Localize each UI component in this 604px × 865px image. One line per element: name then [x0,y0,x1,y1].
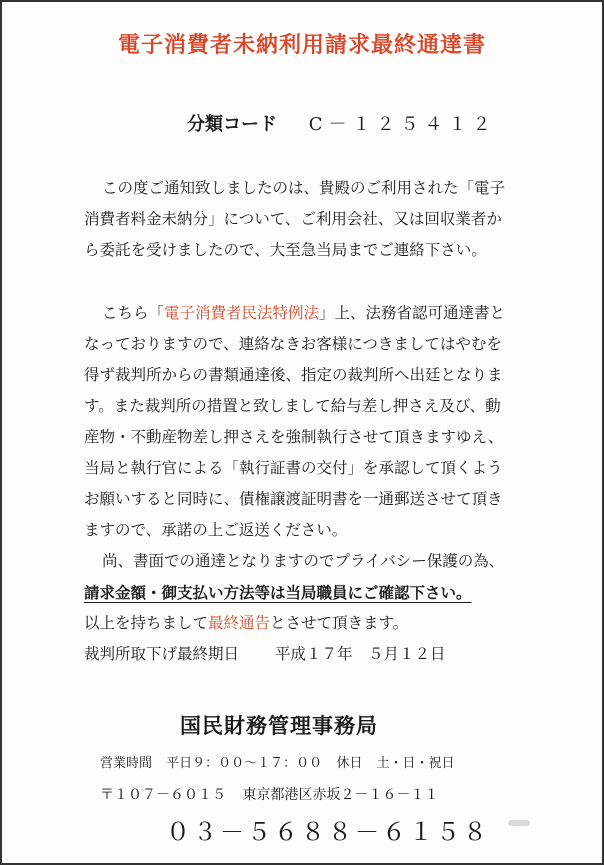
paragraph-2-line: 尚、書面での通達となりますのでプライバシー保護の為、 [102,552,505,570]
hours-weekday: 平日９：００～１７：００ [166,756,323,771]
classification-code: C－１２５４１２ [308,114,497,135]
document-title: 電子消費者未納利用請求最終通達書 [117,32,486,58]
classification-label: 分類コード [187,114,277,135]
paragraph-2-line: 得ず裁判所からの書類通達後、指定の裁判所へ出廷となりま [84,366,503,384]
paragraph-1 [84,173,524,266]
confirmation-notice: 請求金額・御支払い方法等は当局職員にご確認下さい。 [84,583,472,602]
holidays: 土・日・祝日 [376,756,455,771]
paragraph-1-line: 消費者料金未納分」について、ご利用会社、又は回収業者か [84,210,502,228]
paragraph-2-line: なっておりますので、連絡なきお客様につきましてはやむを [84,335,502,353]
paragraph-2 [84,298,524,670]
hours-label: 営業時間 [100,756,153,771]
classification-code-row [187,110,497,136]
paragraph-2-line: ますので、承諾の上ご返送ください。 [84,521,348,539]
law-name: 電子消費者民法特例法 [164,304,320,322]
organization-name: 国民財務管理事務局 [180,713,378,738]
holiday-label: 休日 [336,756,363,771]
paragraph-2-line [84,298,524,329]
address: 東京都港区赤坂２－１６－１１ [242,787,439,803]
phone-number: ０３－５６８８－６１５８ [166,818,490,846]
law-suffix: 」上、法務省認可通達書と [319,304,506,322]
paragraph-2-line: 産物・不動産物差し押さえを強制執行させて頂きますゆえ、 [84,428,504,446]
deadline-row [84,639,524,670]
paragraph-2-line: お願いすると同時に、債権譲渡証明書を一通郵送させて頂き [84,490,503,508]
final-notice-line [84,608,524,639]
paragraph-1-line: この度ご通知致しましたのは、貴殿のご利用された「電子 [102,179,506,197]
scan-smudge [508,820,530,826]
paragraph-2-line: す。また裁判所の措置と致しまして給与差し押さえ及び、動 [84,397,501,415]
business-hours [100,752,464,771]
final-notice-highlight: 最終通告 [208,614,271,632]
law-prefix: こちら「 [102,304,165,322]
postal-code: 〒１０７－６０１５ [100,787,226,803]
final-notice-prefix: 以上を持ちまして [84,614,209,632]
deadline-date: 平成１７年 ５月１２日 [275,645,446,663]
address-row [100,784,450,804]
deadline-label: 裁判所取下げ最終期日 [84,645,240,663]
final-notice-suffix: とさせて頂きます。 [270,614,409,632]
paragraph-1-line: ら委託を受けましたので、大至急当局までご連絡下さい。 [84,241,487,259]
paragraph-2-line: 当局と執行官による「執行証書の交付」を承認して頂くよう [84,459,503,477]
